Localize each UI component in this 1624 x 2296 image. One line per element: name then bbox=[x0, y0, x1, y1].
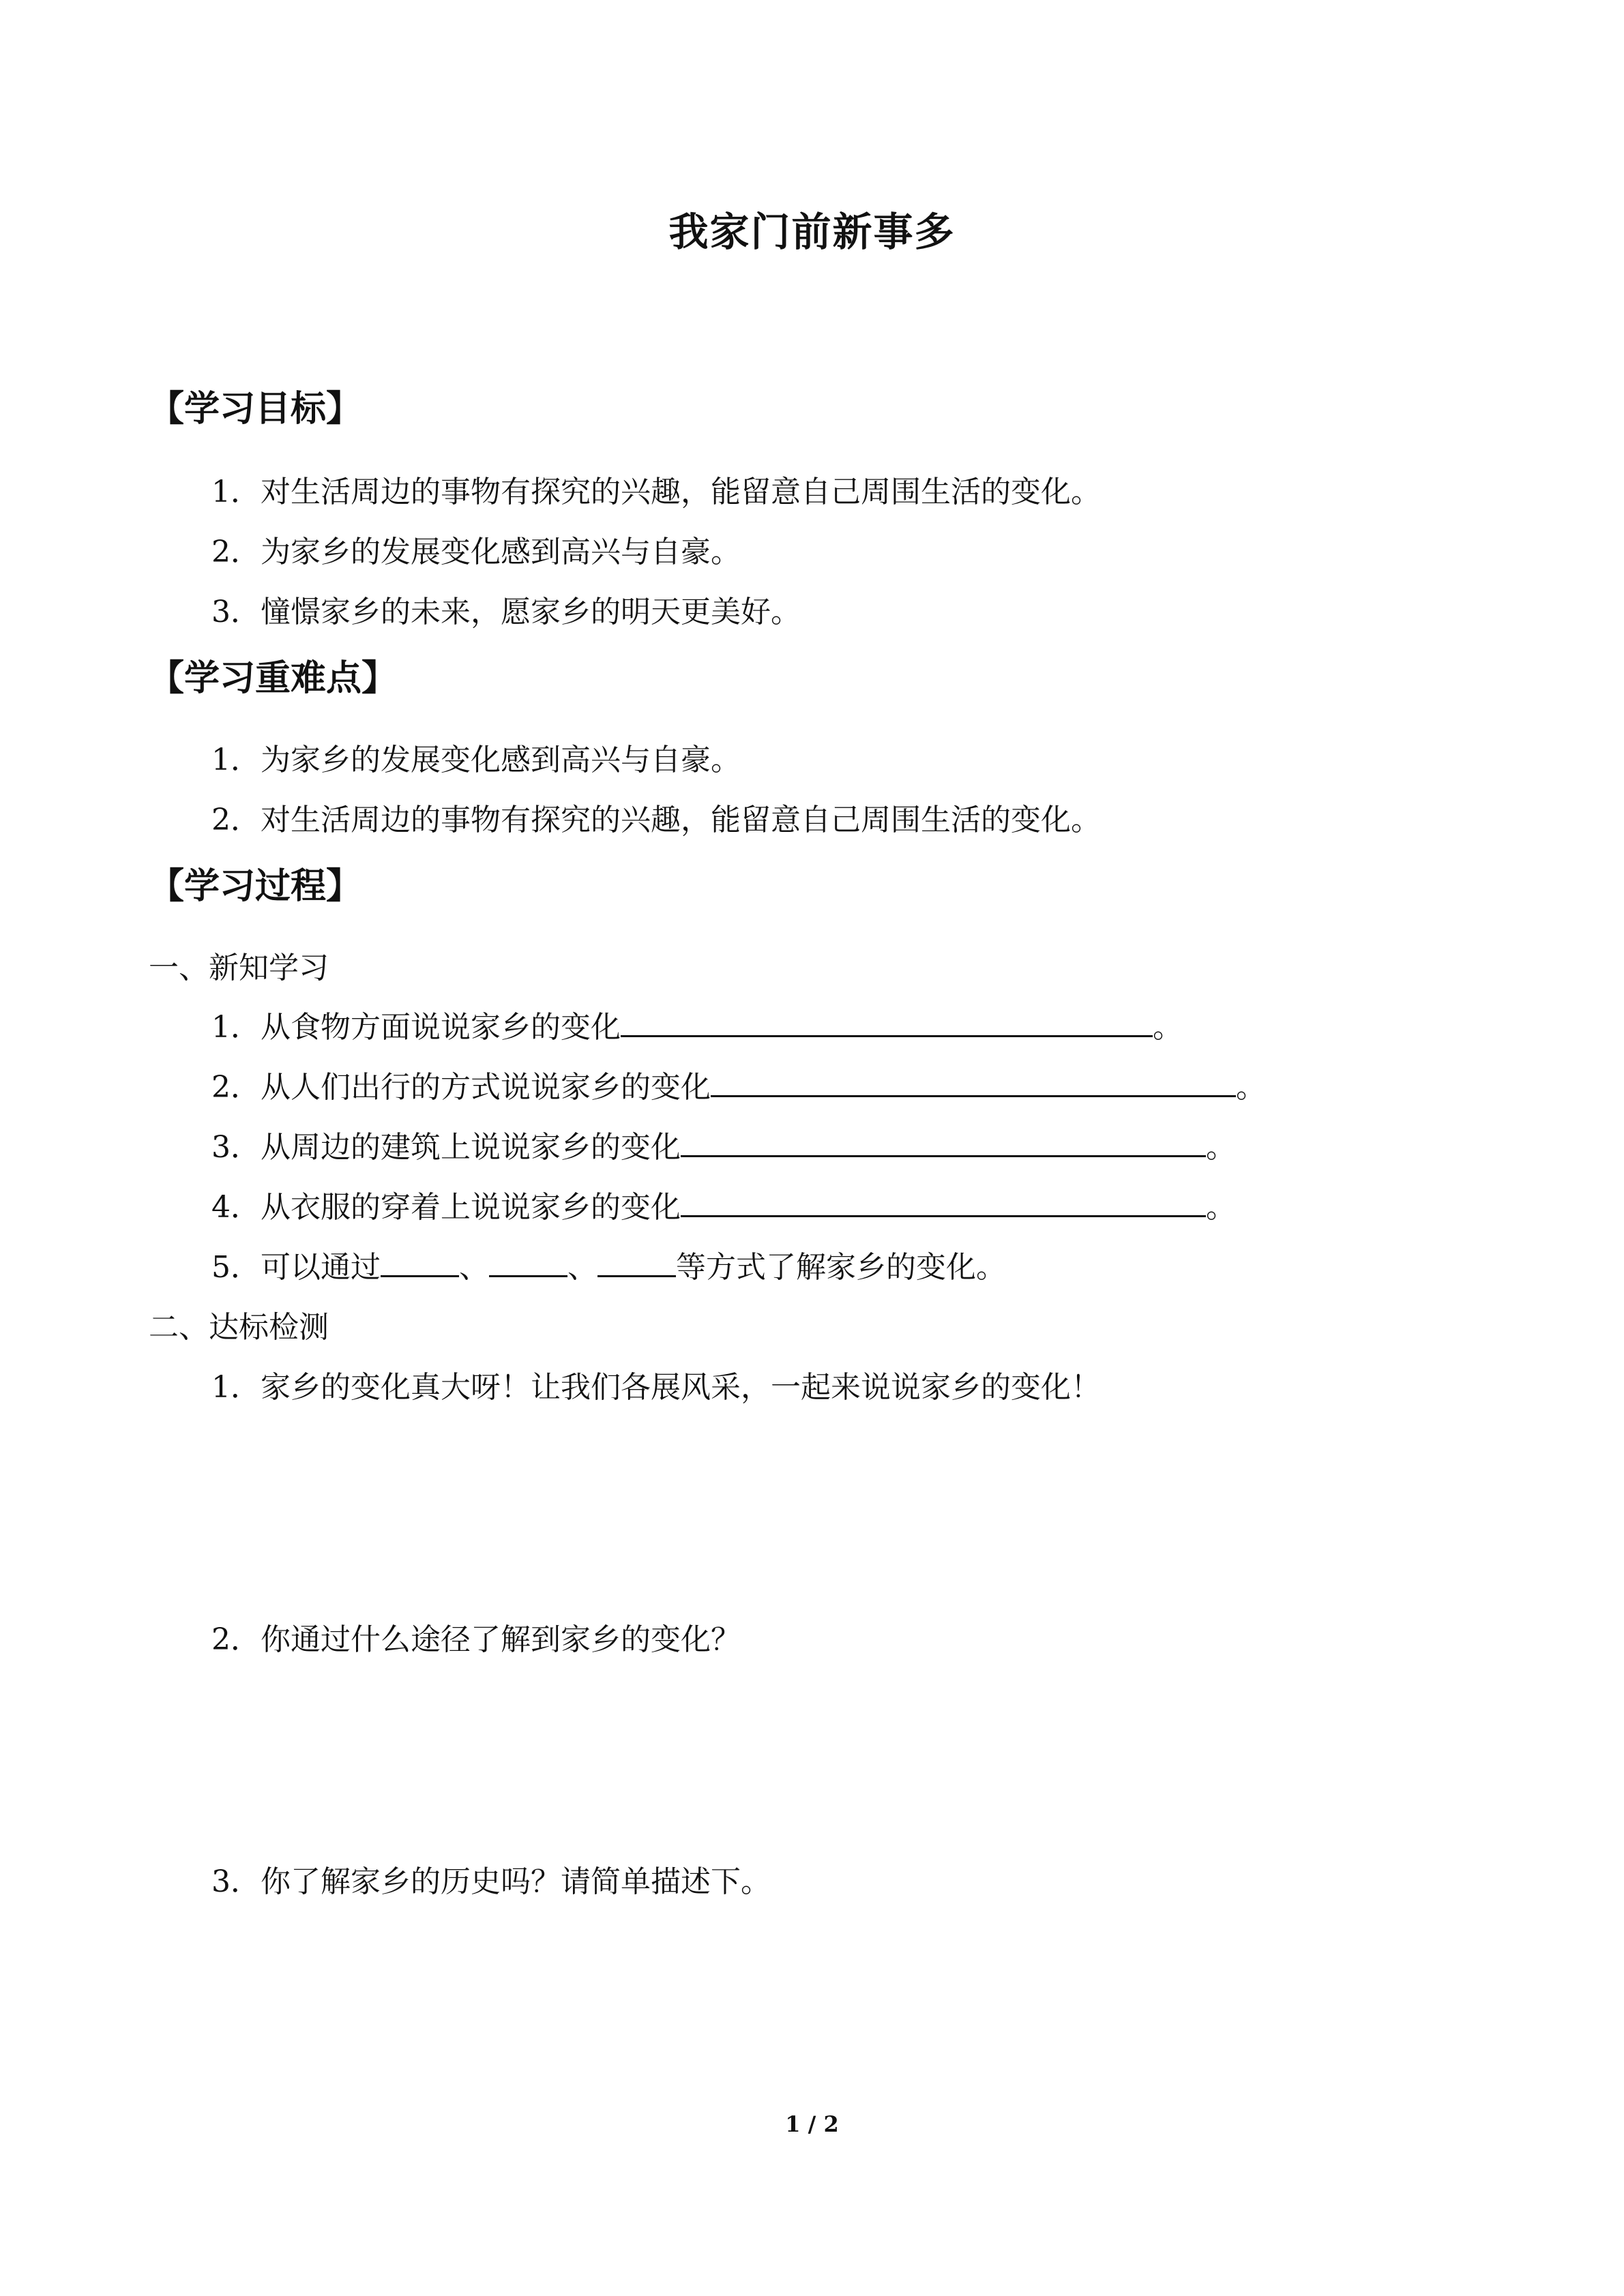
fill-in-item: 5．可以通过 、 、 等方式了解家乡的变化。 bbox=[211, 1247, 1006, 1288]
part-title-new-knowledge: 一、新知学习 bbox=[149, 951, 329, 985]
goal-item: 3．憧憬家乡的未来，愿家乡的明天更美好。 bbox=[211, 595, 801, 629]
fill-in-item: 4．从衣服的穿着上说说家乡的变化 。 bbox=[211, 1187, 1236, 1228]
page-title: 我家门前新事多 bbox=[668, 209, 956, 255]
fill-in-item: 1．从食物方面说说家乡的变化 。 bbox=[211, 1007, 1183, 1048]
answer-blank[interactable] bbox=[681, 1188, 1206, 1217]
fill-in-item: 3．从周边的建筑上说说家乡的变化 。 bbox=[211, 1127, 1236, 1168]
section-heading-goals: 【学习目标】 bbox=[149, 389, 362, 430]
fill-in-item: 2．从人们出行的方式说说家乡的变化 。 bbox=[211, 1067, 1266, 1108]
question-item: 1．家乡的变化真大呀！让我们各展风采，一起来说说家乡的变化！ bbox=[211, 1370, 1101, 1405]
key-point-item: 2．对生活周边的事物有探究的兴趣，能留意自己周围生活的变化。 bbox=[211, 803, 1101, 837]
question-item: 2．你通过什么途径了解到家乡的变化？ bbox=[211, 1622, 741, 1657]
goal-item: 1．对生活周边的事物有探究的兴趣，能留意自己周围生活的变化。 bbox=[211, 475, 1101, 509]
key-point-item: 1．为家乡的发展变化感到高兴与自豪。 bbox=[211, 743, 741, 777]
answer-blank[interactable] bbox=[711, 1068, 1236, 1097]
section-heading-key-points: 【学习重难点】 bbox=[149, 658, 398, 699]
page-number: 1 / 2 bbox=[785, 2111, 839, 2137]
answer-blank[interactable] bbox=[681, 1128, 1206, 1157]
part-title-assessment: 二、达标检测 bbox=[149, 1310, 329, 1345]
goal-item: 2．为家乡的发展变化感到高兴与自豪。 bbox=[211, 535, 741, 569]
answer-blank[interactable] bbox=[621, 1008, 1153, 1037]
answer-blank[interactable] bbox=[489, 1248, 567, 1277]
answer-blank[interactable] bbox=[381, 1248, 459, 1277]
question-item: 3．你了解家乡的历史吗？请简单描述下。 bbox=[211, 1864, 771, 1899]
answer-blank[interactable] bbox=[597, 1248, 676, 1277]
section-heading-process: 【学习过程】 bbox=[149, 866, 362, 907]
